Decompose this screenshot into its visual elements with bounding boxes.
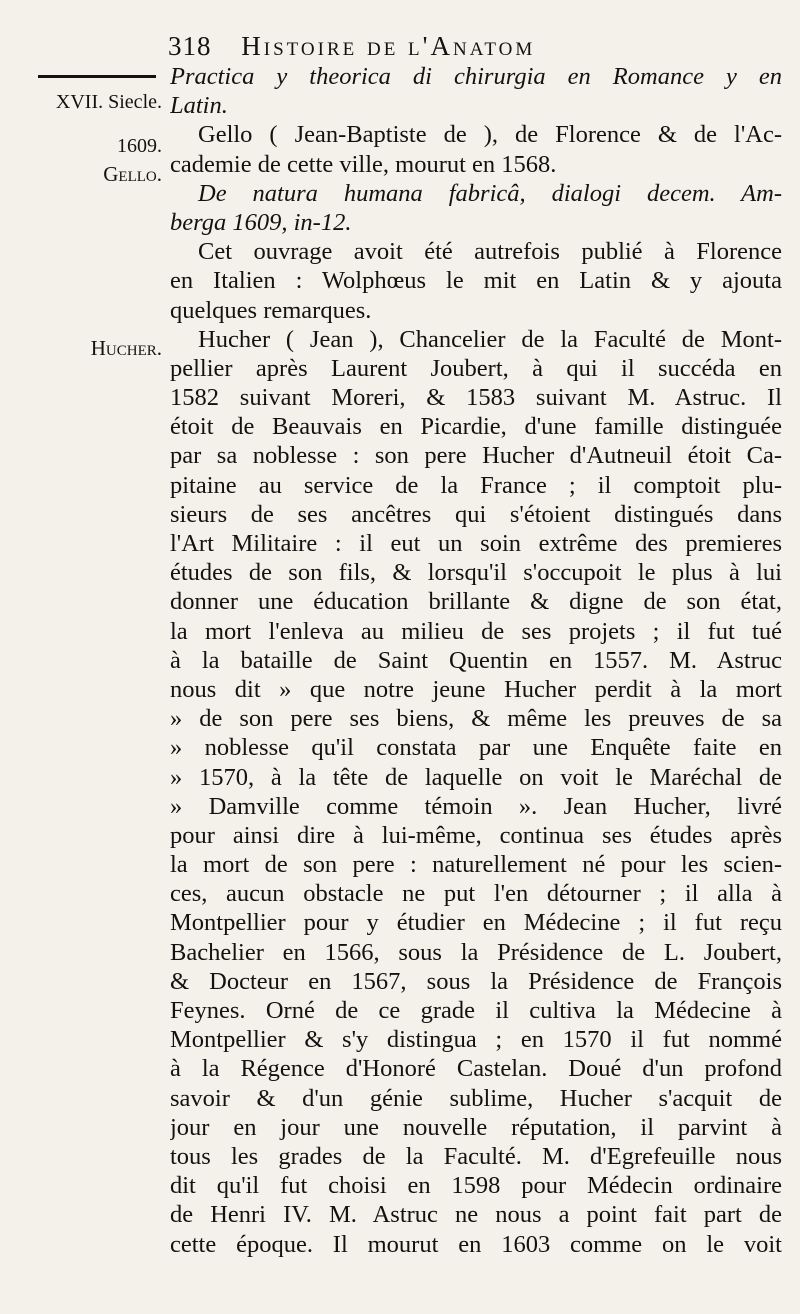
text-line: cette époque. Il mourut en 1603 comme on le voit	[170, 1230, 782, 1258]
text-line: étoit de Beauvais en Picardie, d'une famille distinguée	[170, 413, 782, 441]
text-line: ces, aucun obstacle ne put l'en détourner ; il alla à	[170, 880, 782, 908]
text-line: Practica y theorica di chirurgia en Romance y en	[170, 63, 782, 90]
text-line: jour en jour une nouvelle réputation, il parvint à	[170, 1113, 782, 1141]
running-title: Histoire de l'Anatom	[241, 31, 536, 61]
text-line: à la Régence d'Honoré Castelan. Doué d'un profond	[170, 1055, 782, 1083]
text-line: cademie de cette ville, mourut en 1568.	[170, 150, 557, 178]
text-line: de Henri IV. M. Astruc ne nous a point fait part de	[170, 1201, 782, 1229]
text-line: sieurs de ses ancêtres qui s'étoient distingués dans	[170, 500, 782, 528]
text-line: De natura humana fabricâ, dialogi decem. Am-	[198, 179, 782, 207]
text-line: Montpellier pour y étudier en Médecine ; il fut reçu	[170, 909, 782, 937]
text-line: 1582 suivant Moreri, & 1583 suivant M. Astruc. Il	[170, 384, 782, 412]
text-line: la mort de son pere : naturellement né pour les scien-	[170, 851, 782, 879]
margin-note-year: 1609.	[117, 135, 162, 157]
text-line: » Damville comme témoin ». Jean Hucher, livré	[170, 792, 782, 820]
text-line: études de son fils, & lorsqu'il s'occupoit le plus à lui	[170, 559, 782, 587]
text-line: la mort l'enleva au milieu de ses projets ; il fut tué	[170, 617, 782, 645]
body-text	[170, 62, 782, 1259]
text-line: quelques remarques.	[170, 296, 372, 324]
text-line: Hucher ( Jean ), Chancelier de la Faculté de Mont-	[198, 325, 782, 353]
margin-rule	[38, 75, 156, 78]
text-line: berga 1609, in-12.	[170, 208, 352, 236]
text-line: & Docteur en 1567, sous la Présidence de François	[170, 967, 782, 995]
text-line: à la bataille de Saint Quentin en 1557. M. Astruc	[170, 646, 782, 674]
text-line: par sa noblesse : son pere Hucher d'Autneuil étoit Ca-	[170, 442, 782, 470]
text-line: l'Art Militaire : il eut un soin extrême des premieres	[170, 530, 782, 557]
text-line: pellier après Laurent Joubert, à qui il succéda en	[170, 354, 782, 382]
text-line: Cet ouvrage avoit été autrefois publié à Florence	[198, 238, 782, 266]
text-line: tous les grades de la Faculté. M. d'Egrefeuille nous	[170, 1142, 782, 1170]
text-line: pour ainsi dire à lui-même, continua ses études après	[170, 821, 782, 849]
text-line: Feynes. Orné de ce grade il cultiva la Médecine à	[170, 997, 782, 1024]
text-line: Bachelier en 1566, sous la Présidence de L. Joubert,	[170, 938, 782, 966]
text-line: pitaine au service de la France ; il comptoit plu-	[170, 471, 782, 499]
running-header	[168, 30, 788, 62]
text-line: en Italien : Wolphœus le mit en Latin & y ajouta	[170, 267, 782, 295]
margin-note-gello: Gello.	[103, 162, 162, 186]
text-line: dit qu'il fut choisi en 1598 pour Médecin ordinaire	[170, 1172, 782, 1200]
text-line: Montpellier & s'y distingua ; en 1570 il fut nommé	[170, 1026, 782, 1054]
text-line: savoir & d'un génie sublime, Hucher s'acquit de	[170, 1084, 782, 1112]
text-line: » 1570, à la tête de laquelle on voit le Maréchal de	[170, 763, 782, 791]
margin-note-hucher: Hucher.	[90, 336, 162, 360]
text-line: donner une éducation brillante & digne de son état,	[170, 588, 782, 616]
text-line: » noblesse qu'il constata par une Enquête faite en	[170, 734, 782, 762]
page-number: 318	[168, 31, 212, 61]
margin-note-century: XVII. Siecle.	[55, 91, 162, 113]
text-line: Latin.	[170, 92, 228, 120]
text-line: » de son pere ses biens, & même les preuves de sa	[170, 705, 782, 733]
text-line: Gello ( Jean-Baptiste de ), de Florence & de l'Ac-	[198, 121, 782, 149]
text-line: nous dit » que notre jeune Hucher perdit à la mort	[170, 675, 782, 703]
